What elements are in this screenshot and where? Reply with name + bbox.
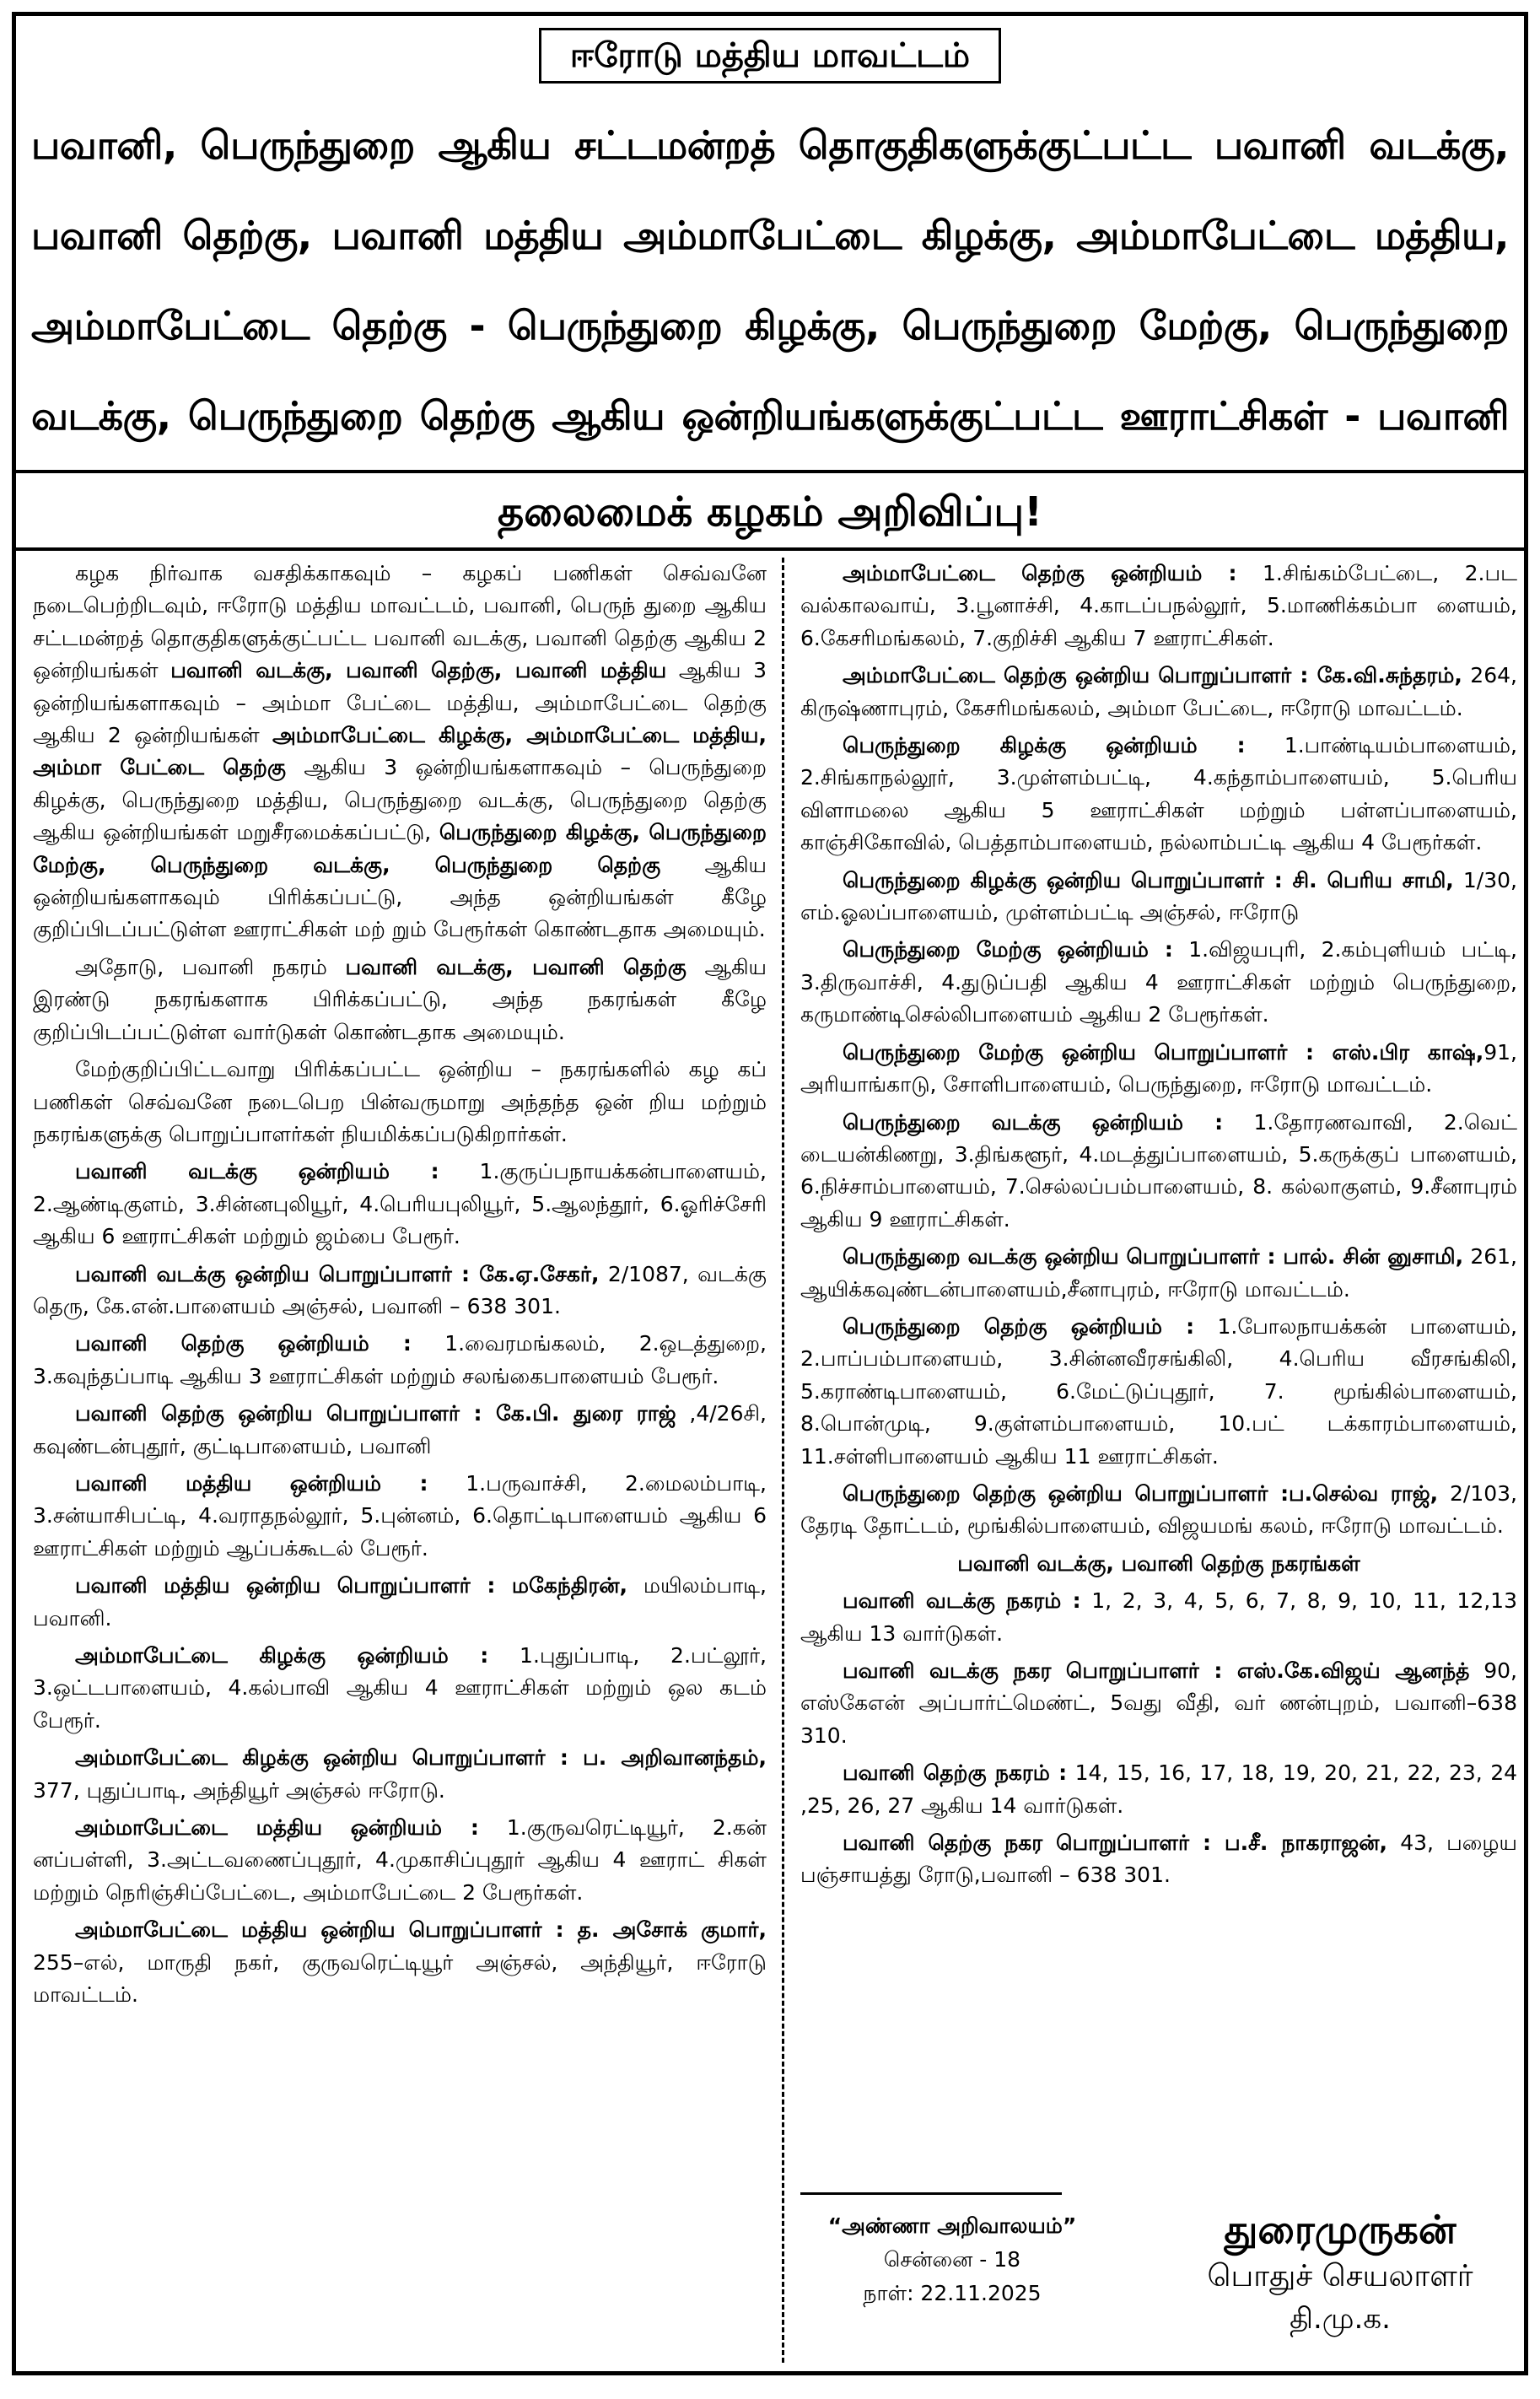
entry-paragraph: பெருந்துறை தெற்கு ஒன்றியம் : 1.போலநாயக்கன் பாளையம், 2.பாப்பம்பாளையம், 3.சின்னவீரசங்கிலி, 4.பெரிய வீரசங்கிலி, 5.கராண்டிபாளையம், 6.மேட்டுப்புதூர், 7. மூங்கில்பாளையம், 8.பொன்முடி, 9.குள்ளம்பாளையம், 10.பட் டக்காரம்பாளையம், 11.சள்ளிபாளையம் ஆகிய 11 ஊராட்சிகள். [800,1313,1517,1469]
entry-paragraph: அம்மாபேட்டை தெற்கு ஒன்றிய பொறுப்பாளர் : கே.வி.சுந்தரம், 264, கிருஷ்ணாபுரம், கேசரிமங்கலம், அம்மா பேட்டை, ஈரோடு மாவட்டம். [800,663,1517,720]
entry-paragraph: பெருந்துறை மேற்கு ஒன்றிய பொறுப்பாளர் : எஸ்.பிர காஷ்,91, அரியாங்காடு, சோளிபாளையம், பெருந்துறை, ஈரோடு மாவட்டம். [800,1039,1517,1097]
intro-paragraph: கழக நிர்வாக வசதிக்காகவும் – கழகப் பணிகள் செவ்வனே நடைபெற்றிடவும், ஈரோடு மத்திய மாவட்டம், பவானி, பெருந் துறை ஆகிய சட்டமன்றத் தொகுதிகளுக்குட்பட்ட பவானி வடக்கு, பவானி தெற்கு ஆகிய 2 ஒன்றியங்கள் பவானி வடக்கு, பவானி தெற்கு, பவானி மத்திய ஆகிய 3 ஒன்றியங்களாகவும் – அம்மா பேட்டை மத்திய, அம்மாபேட்டை தெற்கு ஆகிய 2 ஒன்றியங்கள் அம்மாபேட்டை கிழக்கு, அம்மாபேட்டை மத்திய, அம்மா பேட்டை தெற்கு ஆகிய 3 ஒன்றியங்களாகவும் – பெருந்துறை கிழக்கு, பெருந்துறை மத்திய, பெருந்துறை வடக்கு, பெருந்துறை தெற்கு ஆகிய ஒன்றியங்கள் மறுசீரமைக்கப்பட்டு, பெருந்துறை கிழக்கு, பெருந்துறை மேற்கு, பெருந்துறை வடக்கு, பெருந்துறை தெற்கு ஆகிய ஒன்றியங்களாகவும் பிரிக்கப்பட்டு, அந்த ஒன்றியங்கள் கீழே குறிப்பிடப்பட்டுள்ள ஊராட்சிகள் மற் றும் பேரூர்கள் கொண்டதாக அமையும். [33,561,767,942]
entry-paragraph: பெருந்துறை கிழக்கு ஒன்றிய பொறுப்பாளர் : சி. பெரிய சாமி, 1/30, எம்.ஓலப்பாளையம், முள்ளம்பட்டி அஞ்சல், ஈரோடு [800,867,1517,925]
headline: பவானி, பெருந்துறை ஆகிய சட்டமன்றத் தொகுதிகளுக்குட்பட்ட பவானி வடக்கு, பவானி தெற்கு, பவானி மத்திய அம்மாபேட்டை கிழக்கு, அம்மாபேட்டை மத்திய, அம்மாபேட்டை தெற்கு - பெருந்துறை கிழக்கு, பெருந்துறை மேற்கு, பெருந்துறை வடக்கு, பெருந்துறை தெற்கு ஆகிய ஒன்றியங்களுக்குட்பட்ட ஊராட்சிகள் - பவானி [31,122,1509,439]
entry-paragraph: பவானி வடக்கு ஒன்றியம் : 1.குருப்பநாயக்கன்பாளையம், 2.ஆண்டிகுளம், 3.சின்னபுலியூர், 4.பெரியபுலியூர், 5.ஆலந்தூர், 6.ஓரிச்சேரி ஆகிய 6 ஊராட்சிகள் மற்றும் ஜம்பை பேரூர். [33,1159,767,1249]
signatory-name: துரைமுருகன் [1224,2207,1457,2252]
notice-page [12,12,1528,2375]
entry-paragraph: பெருந்துறை மேற்கு ஒன்றியம் : 1.விஜயபுரி, 2.கம்புளியம் பட்டி, 3.திருவாச்சி, 4.துடுப்பதி ஆகிய 4 ஊராட்சிகள் மற்றும் பெருந்துறை, கருமாண்டிசெல்லிபாளையம் ஆகிய 2 பேரூர்கள். [800,937,1517,1027]
signatory [1163,2204,1517,2339]
intro-paragraph: அதோடு, பவானி நகரம் பவானி வடக்கு, பவானி தெற்கு ஆகிய இரண்டு நகரங்களாக பிரிக்கப்பட்டு, அந்த நகரங்கள் கீழே குறிப்பிடப்பட்டுள்ள வார்டுகள் கொண்டதாக அமையும். [33,954,767,1044]
entry-paragraph: பவானி மத்திய ஒன்றிய பொறுப்பாளர் : மகேந்திரன், மயிலம்பாடி, பவானி. [33,1573,767,1631]
town-entry: பவானி தெற்கு நகர பொறுப்பாளர் : ப.சீ. நாகராஜன், 43, பழைய பஞ்சாயத்து ரோடு,பவானி – 638 301. [800,1830,1517,1888]
announcement-heading: தலைமைக் கழகம் அறிவிப்பு! [498,488,1042,536]
signatory-title: பொதுச் செயலாளர் [1207,2259,1473,2294]
entry-paragraph: அம்மாபேட்டை தெற்கு ஒன்றியம் : 1.சிங்கம்பேட்டை, 2.பட வல்காலவாய், 3.பூனாச்சி, 4.காடப்பநல்லூர், 5.மாணிக்கம்பா ளையம், 6.கேசரிமங்கலம், 7.குறிச்சி ஆகிய 7 ஊராட்சிகள். [800,561,1517,650]
entry-paragraph: பெருந்துறை வடக்கு ஒன்றியம் : 1.தோரணவாவி, 2.வெட் டையன்கிணறு, 3.திங்களூர், 4.மடத்துப்பாளையம், 5.கருக்குப் பாளையம், 6.நிச்சாம்பாளையம், 7.செல்லப்பம்பாளையம், 8. கல்லாகுளம், 9.சீனாபுரம் ஆகிய 9 ஊராட்சிகள். [800,1109,1517,1232]
office-name: “அண்ணா அறிவாலயம்” [827,2213,1077,2238]
divider [16,547,1524,551]
entry-paragraph: பவானி வடக்கு ஒன்றிய பொறுப்பாளர் : கே.ஏ.சேகர், 2/1087, வடக்கு தெரு, கே.என்.பாளையம் அஞ்சல், பவானி – 638 301. [33,1261,767,1318]
entry-paragraph: பவானி மத்திய ஒன்றியம் : 1.பருவாச்சி, 2.மைலம்பாடி, 3.சன்யாசிபட்டி, 4.வராதநல்லூர், 5.புன்னம், 6.தொட்டிபாளையம் ஆகிய 6 ஊராட்சிகள் மற்றும் ஆப்பக்கூடல் பேரூர். [33,1470,767,1561]
notice-date: நாள்: 22.11.2025 [863,2281,1042,2305]
town-entry: பவானி வடக்கு நகர பொறுப்பாளர் : எஸ்.கே.விஜய் ஆனந்த் 90, எஸ்கேஎன் அப்பார்ட்மெண்ட், 5வது வீதி, வர் ணன்புறம், பவானி–638 310. [800,1658,1517,1748]
district-title [16,28,1524,84]
town-entry: பவானி வடக்கு நகரம் : 1, 2, 3, 4, 5, 6, 7, 8, 9, 10, 11, 12,13 ஆகிய 13 வார்டுகள். [800,1588,1517,1646]
party-name: தி.மு.க. [1290,2302,1391,2336]
left-column [33,558,767,2363]
intro-paragraph: மேற்குறிப்பிட்டவாறு பிரிக்கப்பட்ட ஒன்றிய – நகரங்களில் கழ கப் பணிகள் செவ்வனே நடைபெற பின்வருமாறு அந்தந்த ஒன் றிய மற்றும் நகரங்களுக்கு பொறுப்பாளர்கள் நியமிக்கப்படுகிறார்கள். [33,1057,767,1146]
office-city: சென்னை - 18 [883,2247,1021,2272]
entry-paragraph: பவானி தெற்கு ஒன்றிய பொறுப்பாளர் : கே.பி. துரை ராஜ் ,4/26சி, கவுண்டன்புதூர், குட்டிபாளையம், பவானி [33,1401,767,1458]
office-details [800,2209,1104,2310]
towns-heading: பவானி வடக்கு, பவானி தெற்கு நகரங்கள் [957,1550,1360,1576]
divider [800,2192,1062,2195]
entry-paragraph: அம்மாபேட்டை மத்திய ஒன்றிய பொறுப்பாளர் : த. அசோக் குமார், 255–எல், மாருதி நகர், குருவரெட்டியூர் அஞ்சல், அந்தியூர், ஈரோடு மாவட்டம். [33,1917,767,2008]
entry-paragraph: பெருந்துறை வடக்கு ஒன்றிய பொறுப்பாளர் : பால். சின் னுசாமி, 261, ஆயிக்கவுண்டன்பாளையம்,சீனாபுரம், ஈரோடு மாவட்டம். [800,1244,1517,1302]
entry-paragraph: அம்மாபேட்டை மத்திய ஒன்றியம் : 1.குருவரெட்டியூர், 2.கன் னப்பள்ளி, 3.அட்டவணைப்புதூர், 4.முகாசிப்புதூர் ஆகிய 4 ஊராட் சிகள் மற்றும் நெரிஞ்சிப்பேட்டை, அம்மாபேட்டை 2 பேரூர்கள். [33,1815,767,1905]
entry-paragraph: பவானி தெற்கு ஒன்றியம் : 1.வைரமங்கலம், 2.ஒடத்துறை, 3.கவுந்தப்பாடி ஆகிய 3 ஊராட்சிகள் மற்றும் சலங்கைபாளையம் பேரூர். [33,1331,767,1388]
right-column [800,558,1517,2076]
signature-block [800,2192,1517,2361]
town-entry: பவானி தெற்கு நகரம் : 14, 15, 16, 17, 18, 19, 20, 21, 22, 23, 24 ,25, 26, 27 ஆகிய 14 வார்டுகள். [800,1760,1517,1818]
divider [16,470,1524,473]
entry-paragraph: பெருந்துறை தெற்கு ஒன்றிய பொறுப்பாளர் :ப.செல்வ ராஜ், 2/103, தேரடி தோட்டம், மூங்கில்பாளையம், விஜயமங் கலம், ஈரோடு மாவட்டம். [800,1480,1517,1539]
entry-paragraph: பெருந்துறை கிழக்கு ஒன்றியம் : 1.பாண்டியம்பாளையம், 2.சிங்காநல்லூர், 3.முள்ளம்பட்டி, 4.கந்தாம்பாளையம், 5.பெரிய விளாமலை ஆகிய 5 ஊராட்சிகள் மற்றும் பள்ளப்பாளையம், காஞ்சிகோவில், பெத்தாம்பாளையம், நல்லாம்பட்டி ஆகிய 4 பேரூர்கள். [800,733,1517,855]
column-divider [782,558,784,2363]
entry-paragraph: அம்மாபேட்டை கிழக்கு ஒன்றிய பொறுப்பாளர் : ப. அறிவானந்தம், 377, புதுப்பாடி, அந்தியூர் அஞ்சல் ஈரோடு. [33,1745,767,1803]
entry-paragraph: அம்மாபேட்டை கிழக்கு ஒன்றியம் : 1.புதுப்பாடி, 2.பட்லூர், 3.ஒட்டபாளையம், 4.கல்பாவி ஆகிய 4 ஊராட்சிகள் மற்றும் ஒல கடம் பேரூர். [33,1643,767,1733]
district-title-text: ஈரோடு மத்திய மாவட்டம் [539,28,1001,84]
